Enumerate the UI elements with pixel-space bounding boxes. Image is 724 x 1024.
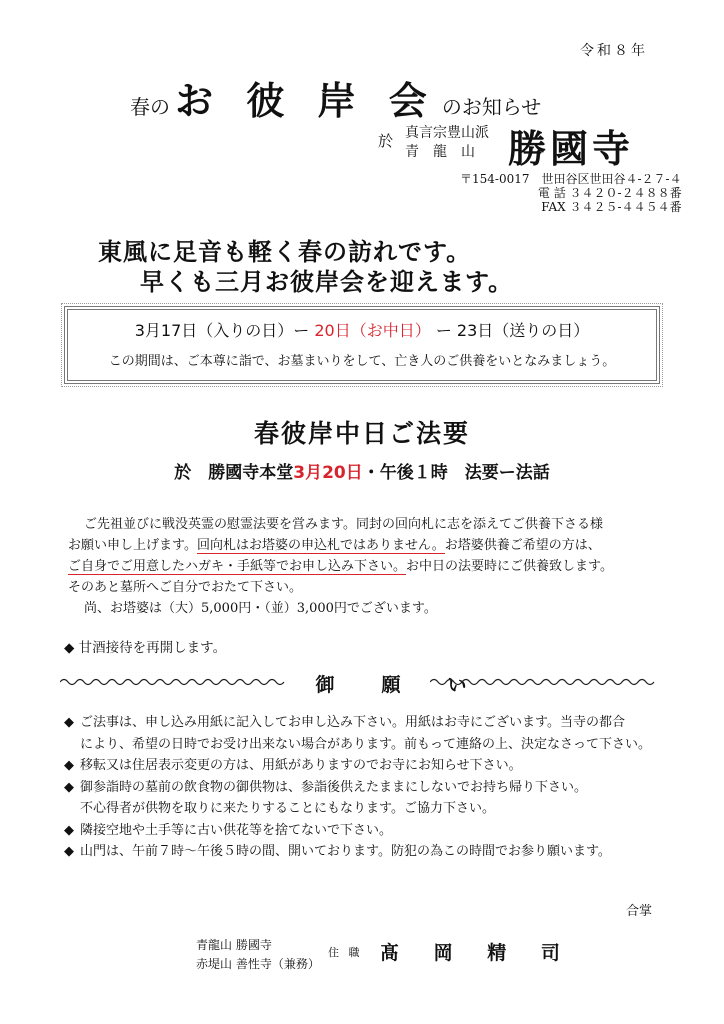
notes-list	[64, 712, 684, 863]
body-span: お願い申し上げます。	[68, 538, 197, 553]
title-suffix: のお知らせ	[441, 95, 542, 119]
diamond-bullet-icon: ◆	[64, 715, 74, 730]
diamond-bullet-icon: ◆	[64, 844, 74, 859]
memorial-title: 春彼岸中日ご法要	[253, 419, 470, 448]
temple-name: 勝國寺	[508, 126, 635, 171]
lead-line-2: 早くも三月お彼岸会を迎えます。	[140, 267, 514, 296]
diamond-bullet-icon: ◆	[64, 758, 74, 773]
note-item	[64, 712, 684, 734]
date-box	[64, 306, 660, 384]
signature-temple-1: 青龍山 勝國寺	[196, 938, 272, 952]
body-span: お塔婆供養ご希望の方は、	[444, 538, 601, 553]
amazake-notice: ◆ 甘酒接待を再開します。	[64, 640, 227, 656]
title-prefix: 春の	[130, 95, 170, 119]
phone-line: 電 話 ３４２０-２４８８番	[537, 186, 682, 200]
note-item	[64, 820, 684, 842]
closing-gassho: 合掌	[626, 904, 653, 919]
body-line: そのあと墓所へご自分でおたて下さい。	[68, 580, 303, 595]
wave-divider-right	[430, 676, 658, 688]
signature-name: 髙 岡 精 司	[380, 942, 574, 964]
date-row	[68, 318, 656, 341]
body-line	[68, 535, 668, 556]
body-line: ご先祖並びに戦没英霊の慰霊法要を営みます。同封の回向札に志を添えてご供養下さる様	[84, 517, 603, 532]
date-intro: この期間は、ご本尊に詣で、お墓まいりをして、亡き人のご供養をいとなみましょう。	[108, 354, 616, 369]
body-line	[68, 556, 668, 577]
diamond-bullet-icon: ◆	[64, 779, 74, 795]
venue-prefix: 於 勝國寺本堂	[174, 463, 294, 483]
requests-header	[60, 670, 660, 700]
date-middle: 20日（お中日）	[314, 321, 431, 340]
date-end: ー 23日（送りの日）	[435, 321, 590, 340]
underlined-note: 回向札はお塔婆の申込札ではありません。	[196, 538, 445, 553]
memorial-venue	[0, 458, 724, 483]
note-continuation: により、希望の日時でお受け出来ない場合があります。前もって連絡の上、決定なさって下さい。	[80, 736, 651, 752]
era-year: 令和８年	[580, 43, 648, 59]
venue-date: 3月20日	[293, 463, 363, 483]
body-text	[68, 514, 668, 619]
body-line: 尚、お塔婆は（大）5,000円・（並）3,000円でございます。	[84, 601, 437, 616]
note-item	[64, 841, 684, 863]
note-continuation: 不心得者が供物を取りに来たりすることにもなります。ご協力下さい。	[80, 801, 495, 816]
note-text: 移転又は住居表示変更の方は、用紙がありますのでお寺にお知らせ下さい。	[80, 758, 522, 773]
title-main: お 彼 岸 会	[175, 78, 437, 123]
underlined-note: ご自身でご用意したハガキ・手紙等でお申し込み下さい。	[68, 559, 407, 574]
sect-line-1: 真言宗豊山派	[405, 125, 489, 141]
requests-title: 御 願 い	[315, 674, 481, 696]
sect-block	[405, 124, 489, 162]
wave-divider-left	[60, 676, 288, 688]
note-text: 御参詣時の墓前の飲食物の御供物は、参詣後供えたままにしないでお持ち帰り下さい。	[80, 779, 588, 795]
venue-suffix: ・午後１時 法要ー法話	[362, 463, 550, 483]
date-start: 3月17日（入りの日）ー	[134, 321, 310, 340]
sect-prefix: 於	[378, 132, 394, 150]
page-title	[130, 70, 541, 125]
note-text: 山門は、午前７時～午後５時の間、開いております。防犯の為この時間でお参り願います。	[80, 844, 611, 859]
body-span: お中日の法要時にご供養致します。	[406, 559, 613, 574]
signature-role: 住 職	[328, 946, 363, 959]
signature-temples	[196, 936, 320, 974]
sect-line-2: 青 龍 山	[405, 144, 475, 160]
fax-line: FAX ３４２５-４４５４番	[541, 200, 682, 214]
signature-temple-2: 赤堤山 善性寺（兼務）	[196, 957, 320, 971]
address-line: 〒154-0017 世田谷区世田谷４-２７-４	[460, 172, 682, 186]
lead-line-1: 東風に足音も軽く春の訪れです。	[98, 237, 472, 266]
note-item	[64, 755, 684, 777]
note-text: ご法事は、申し込み用紙に記入してお申し込み下さい。用紙はお寺にございます。当寺の都合	[80, 715, 625, 730]
diamond-bullet-icon: ◆	[64, 822, 74, 838]
note-text: 隣接空地や土手等に古い供花等を捨てないで下さい。	[80, 822, 393, 838]
note-item	[64, 777, 684, 799]
address-block	[460, 172, 682, 214]
